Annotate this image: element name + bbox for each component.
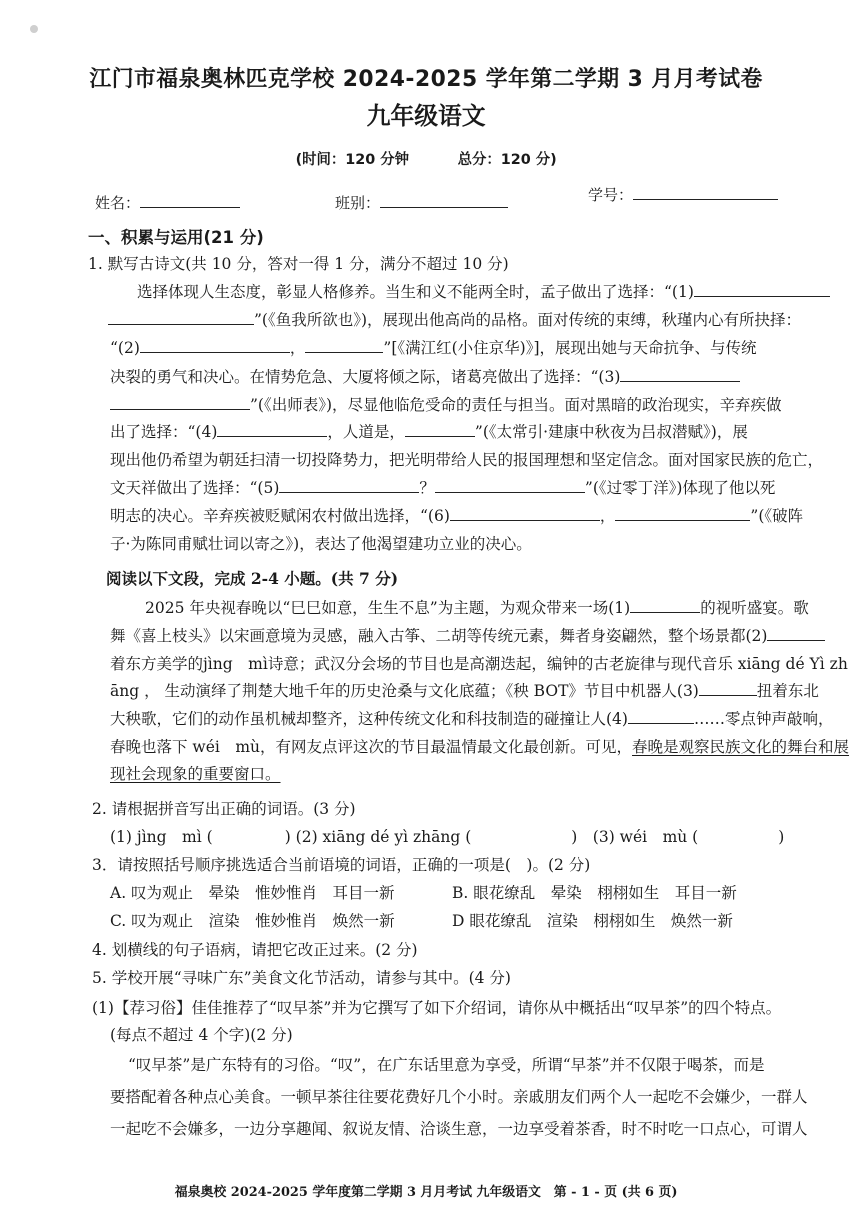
q2-answers: (1) jìng mì ( ) (2) xiāng dé yì zhāng ( ) (3) wéi mù ( ) bbox=[110, 828, 785, 846]
answer-blank[interactable] bbox=[630, 598, 700, 613]
passage-line: 2025 年央视春晚以“巳巳如意，生生不息”为主题，为观众带来一场(1) 的视听盛宴。歌 bbox=[145, 599, 809, 617]
q3-option-a[interactable]: A. 叹为观止 晕染 惟妙惟肖 耳目一新 bbox=[110, 884, 395, 902]
passage-line bbox=[110, 764, 281, 784]
answer-blank[interactable] bbox=[435, 478, 585, 493]
exam-time: (时间：120 分钟 bbox=[295, 152, 410, 168]
q4-prompt: 4. 划横线的句子语病，请把它改正过来。(2 分) bbox=[92, 941, 418, 959]
name-field[interactable]: 姓名： bbox=[95, 193, 240, 213]
exam-total: 总分：120 分) bbox=[457, 152, 557, 168]
passage-line: “叹早茶”是广东特有的习俗。“叹”，在广东话里意为享受，所谓“早茶”并不仅限于喝茶，而是 bbox=[128, 1056, 765, 1074]
q1-text-line: 选择体现人生态度，彰显人格修养。当生和义不能两全时，孟子做出了选择：“(1) bbox=[137, 282, 830, 302]
underlined-sentence: 现社会现象的重要窗口。 bbox=[110, 765, 281, 783]
q5-prompt: 5. 学校开展“寻味广东”美食文化节活动，请参与其中。(4 分) bbox=[92, 969, 511, 987]
q3-option-d[interactable]: D 眼花缭乱 渲染 栩栩如生 焕然一新 bbox=[452, 912, 733, 930]
reading-instruction: 阅读以下文段，完成 2-4 小题。(共 7 分) bbox=[106, 569, 399, 588]
answer-blank[interactable] bbox=[405, 422, 475, 437]
answer-blank[interactable] bbox=[615, 506, 750, 521]
passage-line: 春晚也落下 wéi mù，有网友点评这次的节目最温情最文化最创新。可见，春晚是观察民族文化的舞台和展 bbox=[110, 738, 850, 756]
exam-meta bbox=[0, 150, 852, 170]
q1-text-line: “(2) ， ”[《满江红(小住京华)》]，展现出她与天命抗争、与传统 bbox=[110, 339, 757, 357]
answer-blank[interactable] bbox=[140, 338, 290, 353]
passage-line: 着东方美学的jìng mì诗意；武汉分会场的节目也是高潮迭起，编钟的古老旋律与现代音乐 xiāng dé Yì zh bbox=[110, 655, 848, 673]
answer-blank[interactable] bbox=[450, 506, 600, 521]
q1-text-line: 现出他仍希望为朝廷扫清一切投降势力，把光明带给人民的报国理想和坚定信念。面对国家民族的危亡， bbox=[110, 451, 824, 469]
answer-blank[interactable] bbox=[305, 338, 383, 353]
q1-text-line: ”(《鱼我所欲也》)，展现出他高尚的品格。面对传统的束缚，秋瑾内心有所抉择： bbox=[108, 310, 801, 330]
passage-line: 大秧歌，它们的动作虽机械却整齐，这种传统文化和科技制造的碰撞让人(4) ……零点钟声敲响， bbox=[110, 710, 834, 728]
q5-1-note: (每点不超过 4 个字)(2 分) bbox=[110, 1026, 293, 1044]
q2-prompt: 2. 请根据拼音写出正确的词语。(3 分) bbox=[92, 800, 356, 818]
answer-blank[interactable] bbox=[279, 478, 419, 493]
q3-option-b[interactable]: B. 眼花缭乱 晕染 栩栩如生 耳目一新 bbox=[452, 884, 737, 902]
answer-blank[interactable] bbox=[767, 626, 825, 641]
answer-blank[interactable] bbox=[699, 681, 757, 696]
student-id-field[interactable]: 学号： bbox=[588, 185, 778, 205]
answer-blank[interactable] bbox=[628, 709, 694, 724]
passage-line: 一起吃不会嫌多，一边分享趣闻、叙说友情、洽谈生意，一边享受着茶香，时不时吃一口点心，可谓人 bbox=[110, 1120, 808, 1138]
page-footer: 福泉奥校 2024-2025 学年度第二学期 3 月月考试 九年级语文 第 - 1 - 页 (共 6 页) bbox=[174, 1185, 678, 1200]
class-field[interactable]: 班别： bbox=[335, 193, 508, 213]
q1-text-line: 明志的决心。辛弃疾被贬赋闲农村做出选择，“(6) ， ”(《破阵 bbox=[110, 507, 804, 525]
subject-title: 九年级语文 bbox=[366, 102, 486, 130]
passage-line: 要搭配着各种点心美食。一顿早茶往往要花费好几个小时。亲戚朋友们两个人一起吃不会嫌少，一群人 bbox=[110, 1088, 808, 1106]
answer-blank[interactable] bbox=[620, 367, 740, 382]
q3-option-c[interactable]: C. 叹为观止 渲染 惟妙惟肖 焕然一新 bbox=[110, 912, 395, 930]
q1-text-line: 文天祥做出了选择：“(5) ？ ”(《过零丁洋》)体现了他以死 bbox=[110, 479, 776, 497]
passage-line: āng ， 生动演绎了荆楚大地千年的历史沧桑与文化底蕴；《秧 BOT》节目中机器人(3) 扭着东北 bbox=[110, 682, 819, 700]
q3-prompt: 3．请按照括号顺序挑选适合当前语境的词语，正确的一项是( )。(2 分) bbox=[92, 856, 591, 874]
q1-prompt: 1. 默写古诗文(共 10 分，答对一得 1 分，满分不超过 10 分) bbox=[88, 255, 509, 273]
section-heading: 一、积累与运用(21 分) bbox=[88, 228, 264, 247]
underlined-sentence: 春晚是观察民族文化的舞台和展 bbox=[632, 738, 850, 756]
q1-text-line: 出了选择：“(4) ，人道是， ”(《太常引·建康中秋夜为吕叔潜赋》)，展 bbox=[110, 423, 748, 441]
q1-text-line: 决裂的勇气和决心。在情势危急、大厦将倾之际，诸葛亮做出了选择：“(3) bbox=[110, 367, 740, 387]
q1-text-line: 子·为陈同甫赋壮词以寄之》)，表达了他渴望建功立业的决心。 bbox=[110, 535, 532, 553]
q5-1-prompt: (1)【荐习俗】佳佳推荐了“叹早茶”并为它撰写了如下介绍词，请你从中概括出“叹早茶”的四个特点。 bbox=[92, 999, 782, 1017]
answer-blank[interactable] bbox=[217, 422, 327, 437]
scan-mark bbox=[30, 25, 38, 33]
exam-title: 江门市福泉奥林匹克学校 2024-2025 学年第二学期 3 月月考试卷 bbox=[89, 67, 763, 92]
answer-blank[interactable] bbox=[108, 310, 254, 325]
q1-text-line: ”(《出师表》)，尽显他临危受命的责任与担当。面对黑暗的政治现实，辛弃疾做 bbox=[110, 395, 782, 415]
answer-blank[interactable] bbox=[694, 282, 830, 297]
passage-line: 舞《喜上枝头》以宋画意境为灵感，融入古筝、二胡等传统元素，舞者身姿翩然，整个场景都(2) bbox=[110, 626, 825, 646]
answer-blank[interactable] bbox=[110, 395, 250, 410]
